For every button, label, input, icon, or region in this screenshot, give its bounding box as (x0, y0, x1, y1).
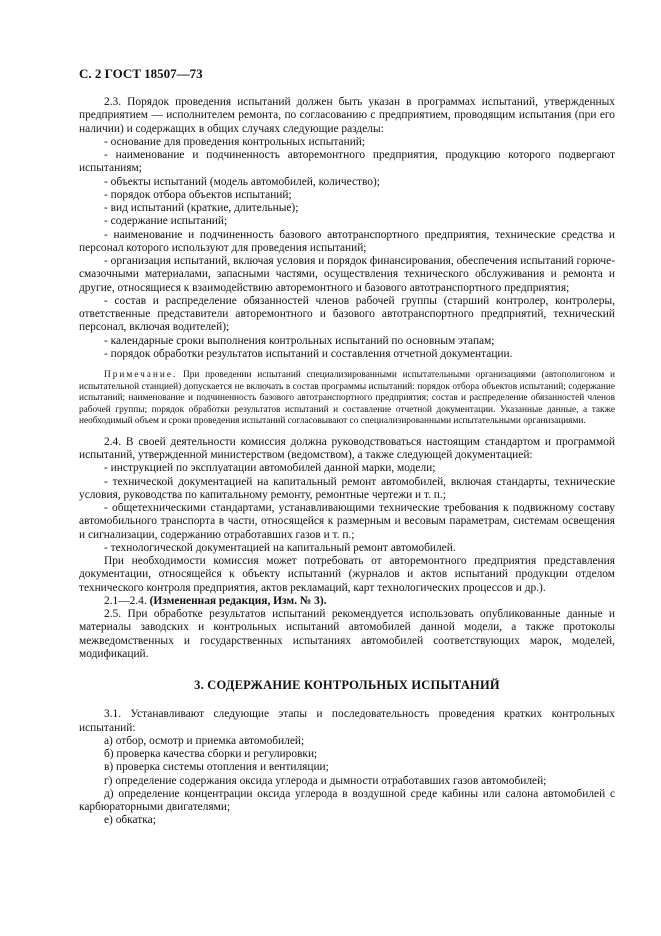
list-item: - календарные сроки выполнения контрольных испытаний по основным этапам; (104, 334, 495, 347)
list-item: - технической документацией на капитальный ремонт автомобилей, включая стандарты, технические условия, руководства по капитальному ремонту, ремонтные чертежи и т. п.; (79, 475, 615, 501)
list-item: г) определение содержания оксида углерода и дымности отработавших газов автомобилей; (104, 774, 547, 787)
list-item: - наименование и подчиненность авторемонтного предприятия, продукцию которого подвергают испытаниям; (79, 149, 615, 175)
edit-note (79, 595, 615, 608)
paragraph-commission: При необходимости комиссия может потребовать от авторемонтного предприятия представления документации, относящейся к объекту испытаний (журналов и актов испытаний продукции отделом технического контроля предприятия, актов рекламаций, карт технологических процессов и др.). (79, 555, 615, 594)
list-item: - состав и распределение обязанностей членов рабочей группы (старший контролер, контролеры, ответственные представители авторемонтного и базового автотранспортного предприятий, технический персонал, включая водителей); (79, 294, 615, 334)
list-item: - основание для проведения контрольных испытаний; (104, 135, 366, 148)
list-item: - порядок отбора объектов испытаний; (104, 188, 292, 201)
list-item: - объекты испытаний (модель автомобилей, количество); (104, 175, 380, 188)
list-item: а) отбор, осмотр и приемка автомобилей; (104, 734, 305, 747)
paragraph-3-1: 3.1. Устанавливают следующие этапы и последовательность проведения кратких контрольных испытаний: (79, 708, 615, 734)
list-item: в) проверка системы отопления и вентиляции; (104, 761, 329, 774)
list-item: д) определение концентрации оксида углерода в воздушной среде кабины или салона автомобилей с карбюраторными двигателями; (79, 787, 615, 814)
edit-note-prefix: 2.1—2.4. (104, 594, 147, 607)
note (79, 370, 615, 428)
paragraph-2-4: 2.4. В своей деятельности комиссия должна руководствоваться настоящим стандартом и программой испытаний, утвержденной министерством (ведомством), а также следующей документацией: (79, 435, 615, 462)
list-item: б) проверка качества сборки и регулировки; (104, 748, 318, 761)
note-text: При проведении испытаний специализированными испытательными организациями (автополигоном и испытательной станцией) допускается не включать в состав программы испытаний: порядок отбора объектов испытаний; содержание испытаний; наименование и подчиненность базового автотранспортного предприятия; состав и распределение обязанностей членов рабочей группы; порядок обработки результатов испытаний и составление отчетной документации. Указанные данные, а также необходимый объем и сроки проведения испытаний согласовывают со специализированными испытательными организациями. (79, 370, 615, 427)
list-item: е) обкатка; (104, 814, 156, 827)
list-item: - инструкцией по эксплуатации автомобилей данной марки, модели; (104, 462, 436, 475)
list-item: - вид испытаний (краткие, длительные); (104, 202, 299, 214)
list-item: - общетехническими стандартами, устанавливающими технические требования к подвижному составу автомобильного транспорта в части, относящейся к размерным и весовым параметрам, системам освещения и сигнализации, содержанию отработавших газов и т. п.; (79, 502, 615, 541)
paragraph-2-3: 2.3. Порядок проведения испытаний должен быть указан в программах испытаний, утвержденных предприятием — исполнителем ремонта, по согласованию с предприятием, проводящим испытания (при его наличии) и содержащих в общих случаях следующие разделы: (79, 96, 615, 135)
list-item: - наименование и подчиненность базового автотранспортного предприятия, технические средства и персонал которого используют для проведения испытаний; (79, 228, 615, 254)
section-3-title: 3. СОДЕРЖАНИЕ КОНТРОЛЬНЫХ ИСПЫТАНИЙ (194, 678, 500, 693)
list-item: - порядок обработки результатов испытаний и составления отчетной документации. (104, 347, 513, 360)
document-body (79, 96, 615, 828)
edit-note-bold: (Измененная редакция, Изм. № 3). (149, 594, 327, 607)
list-item: - организация испытаний, включая условия и порядок финансирования, обеспечения испытаний горюче-смазочными материалами, запасными частями, осуществления технического обслуживания и ремонта и другие, относящиеся к взаимодействию авторемонтного и базового автотранспортного предприятия; (79, 255, 615, 294)
paragraph-2-5: 2.5. При обработке результатов испытаний рекомендуется использовать опубликованные данные и материалы заводских и контрольных испытаний автомобилей данной модели, а также протоколы межведомственных и государственных испытаниях автомобилей соответствующих марок, моделей, модификаций. (79, 608, 615, 660)
list-item: - технологической документацией на капитальный ремонт автомобилей. (104, 541, 456, 554)
list-item: - содержание испытаний; (104, 215, 228, 228)
note-label: Примечание. (104, 370, 178, 380)
page-header: С. 2 ГОСТ 18507—73 (79, 66, 203, 81)
